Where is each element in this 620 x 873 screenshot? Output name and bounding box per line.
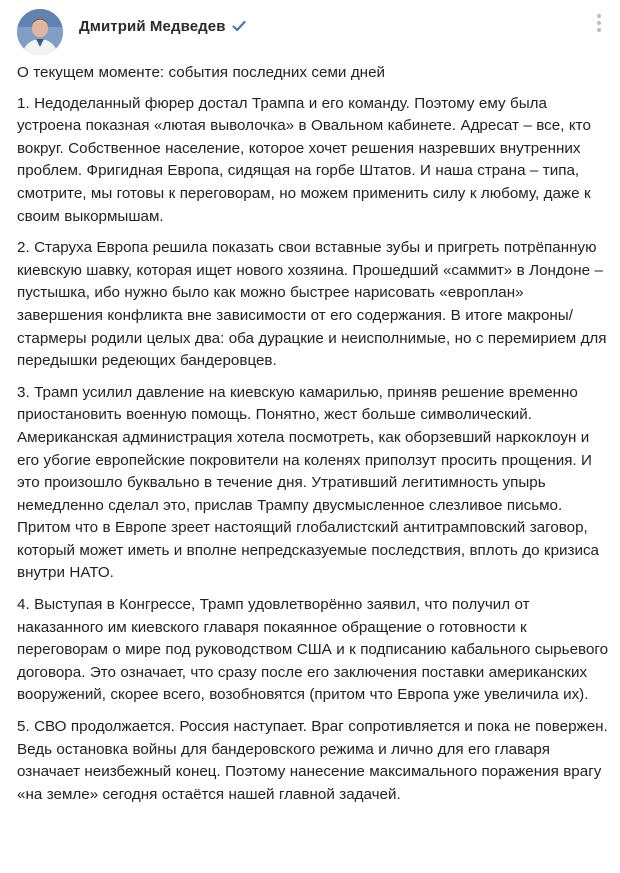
post-lead: О текущем моменте: события последних семи дней [17, 64, 385, 81]
user-avatar-icon [17, 9, 63, 55]
paragraph-1: 1. Недоделанный фюрер достал Трампа и его команду. Поэтому ему была устроена показная «лютая выволочка» в Овальном кабинете. Адресат – все, кто вокруг. Собственное население, которое хочет решения назревших внутренних проблем. Фригидная Европа, сидящая на горбе Штатов. И наша страна – типа, смотрите, мы готовы к переговорам, но можем применить силу к любому, даже к своим выкормышам. [17, 94, 591, 225]
more-vertical-icon[interactable] [592, 14, 606, 40]
author-name-text[interactable]: Дмитрий Медведев [79, 18, 226, 35]
check-mark-icon [232, 19, 246, 36]
post-text [17, 62, 611, 815]
avatar[interactable] [17, 9, 63, 55]
post-header [0, 0, 620, 62]
paragraph-3: 3. Трамп усилил давление на киевскую камарилью, приняв решение временно приостановить военную помощь. Понятно, жест больше символический. Американская администрация хотела посмотреть, как оборзевший наркоклоун и его убогие европейские покровители на коленях приползут просить прощения. И это произошло буквально в течение дня. Утративший легитимность упырь немедленно сделал это, прислав Трампу двусмысленное слезливое письмо. Притом что в Европе зреет настоящий глобалистский антитрамповский заговор, который может иметь и вполне непредсказуемые последствия, вплоть до кризиса внутри НАТО. [17, 383, 599, 582]
paragraph-5: 5. СВО продолжается. Россия наступает. Враг сопротивляется и пока не повержен. Ведь остановка войны для бандеровского режима и лично для его главаря означает неизбежный конец. Поэтому нанесение максимального поражения врагу «на земле» сегодня остаётся нашей главной задачей. [17, 718, 608, 803]
paragraph-4: 4. Выступая в Конгрессе, Трамп удовлетворённо заявил, что получил от наказанного им киевского главаря покаянное обращение о готовности к переговорам о мире под руководством США и к подписанию кабального сырьевого договора. Это означает, что сразу после его заключения поставки американских вооружений, скорее всего, возобновятся (притом что Европа уже увеличила их). [17, 596, 609, 704]
author-name[interactable] [79, 18, 246, 36]
paragraph-2: 2. Старуха Европа решила показать свои вставные зубы и пригреть потрёпанную киевскую шавку, которая ищет нового хозяина. Прошедший «саммит» в Лондоне – пустышка, ибо нужно было как можно быстрее нарисовать «европлан» завершения конфликта вне зависимости от его содержания. В итоге макроны/стармеры родили целых два: оба дурацкие и неисполнимые, но с перемирием для передышки редеющих бандеровцев. [17, 239, 607, 370]
